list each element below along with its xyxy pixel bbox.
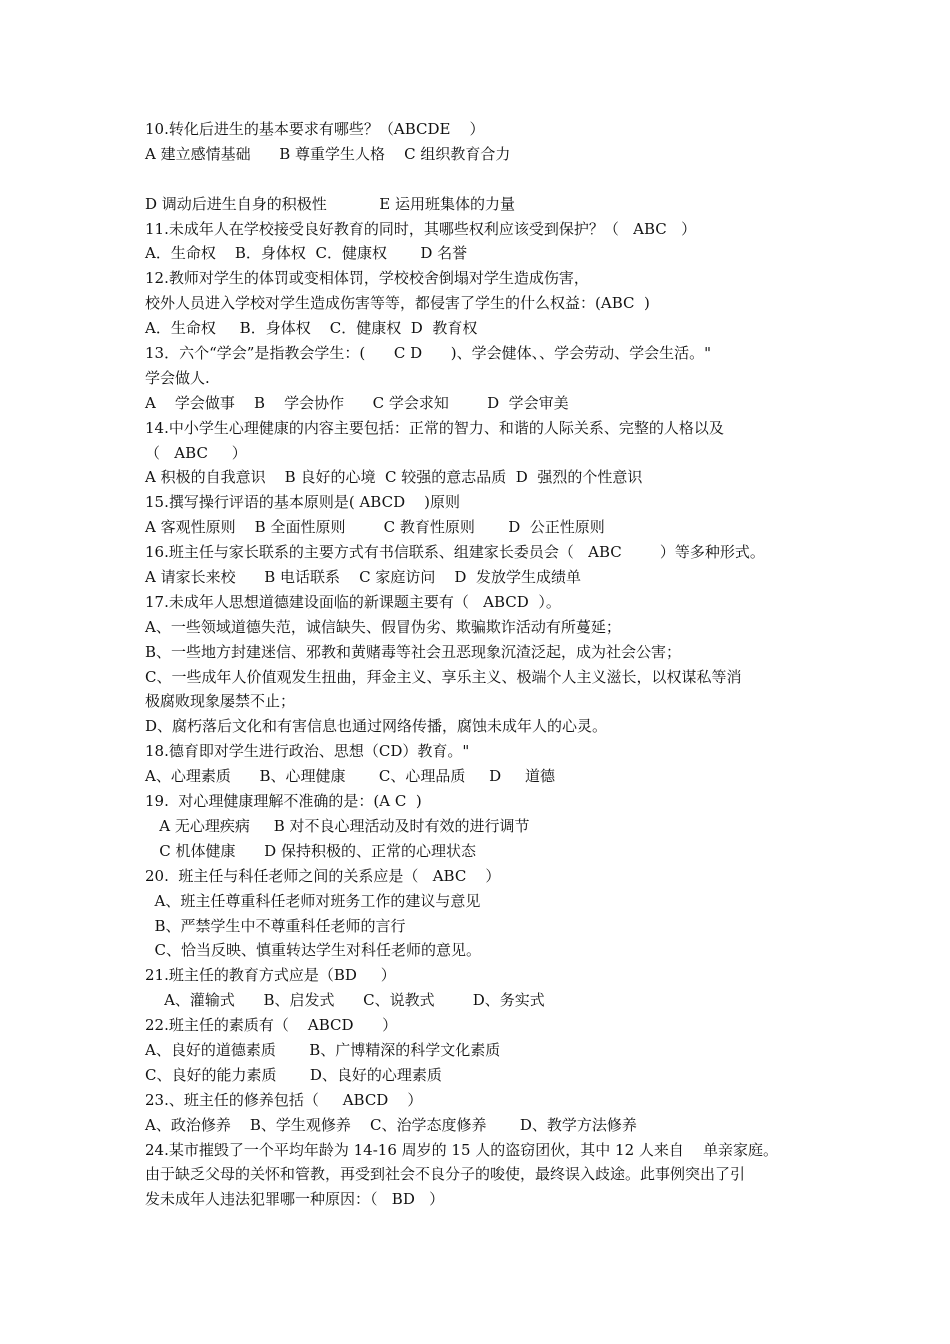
question-15-stem: 15.撰写操行评语的基本原则是( ABCD )原则 bbox=[145, 493, 461, 512]
question-20-option-b: B、严禁学生中不尊重科任老师的言行 bbox=[145, 916, 406, 935]
question-16-options: A 请家长来校 B 电话联系 C 家庭访问 D 发放学生成绩单 bbox=[145, 568, 581, 587]
question-13-stem-line-2: 学会做人. bbox=[145, 368, 210, 387]
question-18-options: A、心理素质 B、心理健康 C、心理品质 D 道德 bbox=[145, 767, 556, 786]
question-10-options-d-e: D 调动后进生自身的积极性 E 运用班集体的力量 bbox=[145, 194, 515, 213]
question-15-options: A 客观性原则 B 全面性原则 C 教育性原则 D 公正性原则 bbox=[145, 518, 605, 537]
question-13-stem-line-1: 13．六个“学会”是指教会学生：( C D )、学会健体、、学会劳动、学会生活。" bbox=[145, 344, 712, 363]
question-17-option-c-line-1: C、一些成年人价值观发生扭曲，拜金主义、享乐主义、极端个人主义滋长，以权谋私等消 bbox=[145, 667, 742, 686]
question-24-stem-line-1: 24.某市摧毁了一个平均年龄为 14-16 周岁的 15 人的盗窃团伙，其中 12 人来自 单亲家庭。 bbox=[145, 1140, 778, 1159]
question-12-stem-line-2: 校外人员进入学校对学生造成伤害等等，都侵害了学生的什么权益：(ABC ) bbox=[145, 294, 650, 313]
question-20-option-c: C、恰当反映、慎重转达学生对科任老师的意见。 bbox=[145, 941, 482, 960]
question-13-options: A 学会做事 B 学会协作 C 学会求知 D 学会审美 bbox=[145, 393, 569, 412]
question-23-stem: 23.、班主任的修养包括（ ABCD ） bbox=[145, 1090, 423, 1109]
question-17-option-c-line-2: 极腐败现象屡禁不止； bbox=[145, 692, 296, 711]
question-10-stem: 10.转化后进生的基本要求有哪些？（ABCDE ） bbox=[145, 120, 485, 138]
question-17-option-a: A、一些领域道德失范，诚信缺失、假冒伪劣、欺骗欺诈活动有所蔓延； bbox=[145, 617, 621, 636]
blank-line bbox=[145, 167, 825, 192]
question-22-options-c-d: C、良好的能力素质 D、良好的心理素质 bbox=[145, 1065, 442, 1084]
question-23-options: A、政治修养 B、学生观修养 C、治学态度修养 D、教学方法修养 bbox=[145, 1115, 637, 1134]
question-14-options: A 积极的自我意识 B 良好的心境 C 较强的意志品质 D 强烈的个性意识 bbox=[145, 468, 643, 487]
question-17-option-b: B、一些地方封建迷信、邪教和黄赌毒等社会丑恶现象沉渣泛起，成为社会公害； bbox=[145, 642, 682, 661]
question-17-option-d: D、腐朽落后文化和有害信息也通过网络传播，腐蚀未成年人的心灵。 bbox=[145, 717, 608, 736]
question-22-options-a-b: A、良好的道德素质 B、广博精深的科学文化素质 bbox=[145, 1040, 501, 1059]
question-24-stem-line-2: 由于缺乏父母的关怀和管教，再受到社会不良分子的唆使，最终误入歧途。此事例突出了引 bbox=[145, 1165, 746, 1184]
question-11-options: A．生命权 B．身体权 C．健康权 D 名誉 bbox=[145, 244, 468, 263]
question-12-options: A．生命权 B．身体权 C．健康权 D 教育权 bbox=[145, 319, 478, 338]
question-19-stem: 19. 对心理健康理解不准确的是：(A C ) bbox=[145, 792, 422, 811]
question-11-stem: 11.未成年人在学校接受良好教育的同时，其哪些权利应该受到保护？（ ABC ） bbox=[145, 219, 697, 238]
question-18-stem: 18.德育即对学生进行政治、思想（CD）教育。" bbox=[145, 742, 470, 761]
question-22-stem: 22.班主任的素质有（ ABCD ） bbox=[145, 1016, 398, 1035]
question-21-stem: 21.班主任的教育方式应是（BD ） bbox=[145, 966, 396, 985]
question-17-stem: 17.未成年人思想道德建设面临的新课题主要有（ ABCD ）。 bbox=[145, 592, 561, 611]
question-10-options-a-c: A 建立感情基础 B 尊重学生人格 C 组织教育合力 bbox=[145, 144, 511, 163]
question-14-stem-line-2: （ ABC ） bbox=[145, 443, 247, 462]
question-16-stem: 16.班主任与家长联系的主要方式有书信联系、组建家长委员会（ ABC ）等多种形式。 bbox=[145, 543, 765, 562]
document-body bbox=[145, 117, 825, 1212]
question-19-options-c-d: C 机体健康 D 保持积极的、正常的心理状态 bbox=[145, 841, 476, 860]
question-20-stem: 20. 班主任与科任老师之间的关系应是（ ABC ） bbox=[145, 866, 501, 885]
question-20-option-a: A、班主任尊重科任老师对班务工作的建议与意见 bbox=[145, 891, 481, 910]
question-21-options: A、灌输式 B、启发式 C、说教式 D、务实式 bbox=[145, 991, 545, 1010]
question-24-stem-line-3: 发未成年人违法犯罪哪一种原因：（ BD ） bbox=[145, 1190, 445, 1209]
question-19-options-a-b: A 无心理疾病 B 对不良心理活动及时有效的进行调节 bbox=[145, 816, 530, 835]
question-14-stem-line-1: 14.中小学生心理健康的内容主要包括：正常的智力、和谐的人际关系、完整的人格以及 bbox=[145, 418, 724, 437]
question-12-stem-line-1: 12.教师对学生的体罚或变相体罚，学校校舍倒塌对学生造成伤害， bbox=[145, 269, 589, 288]
